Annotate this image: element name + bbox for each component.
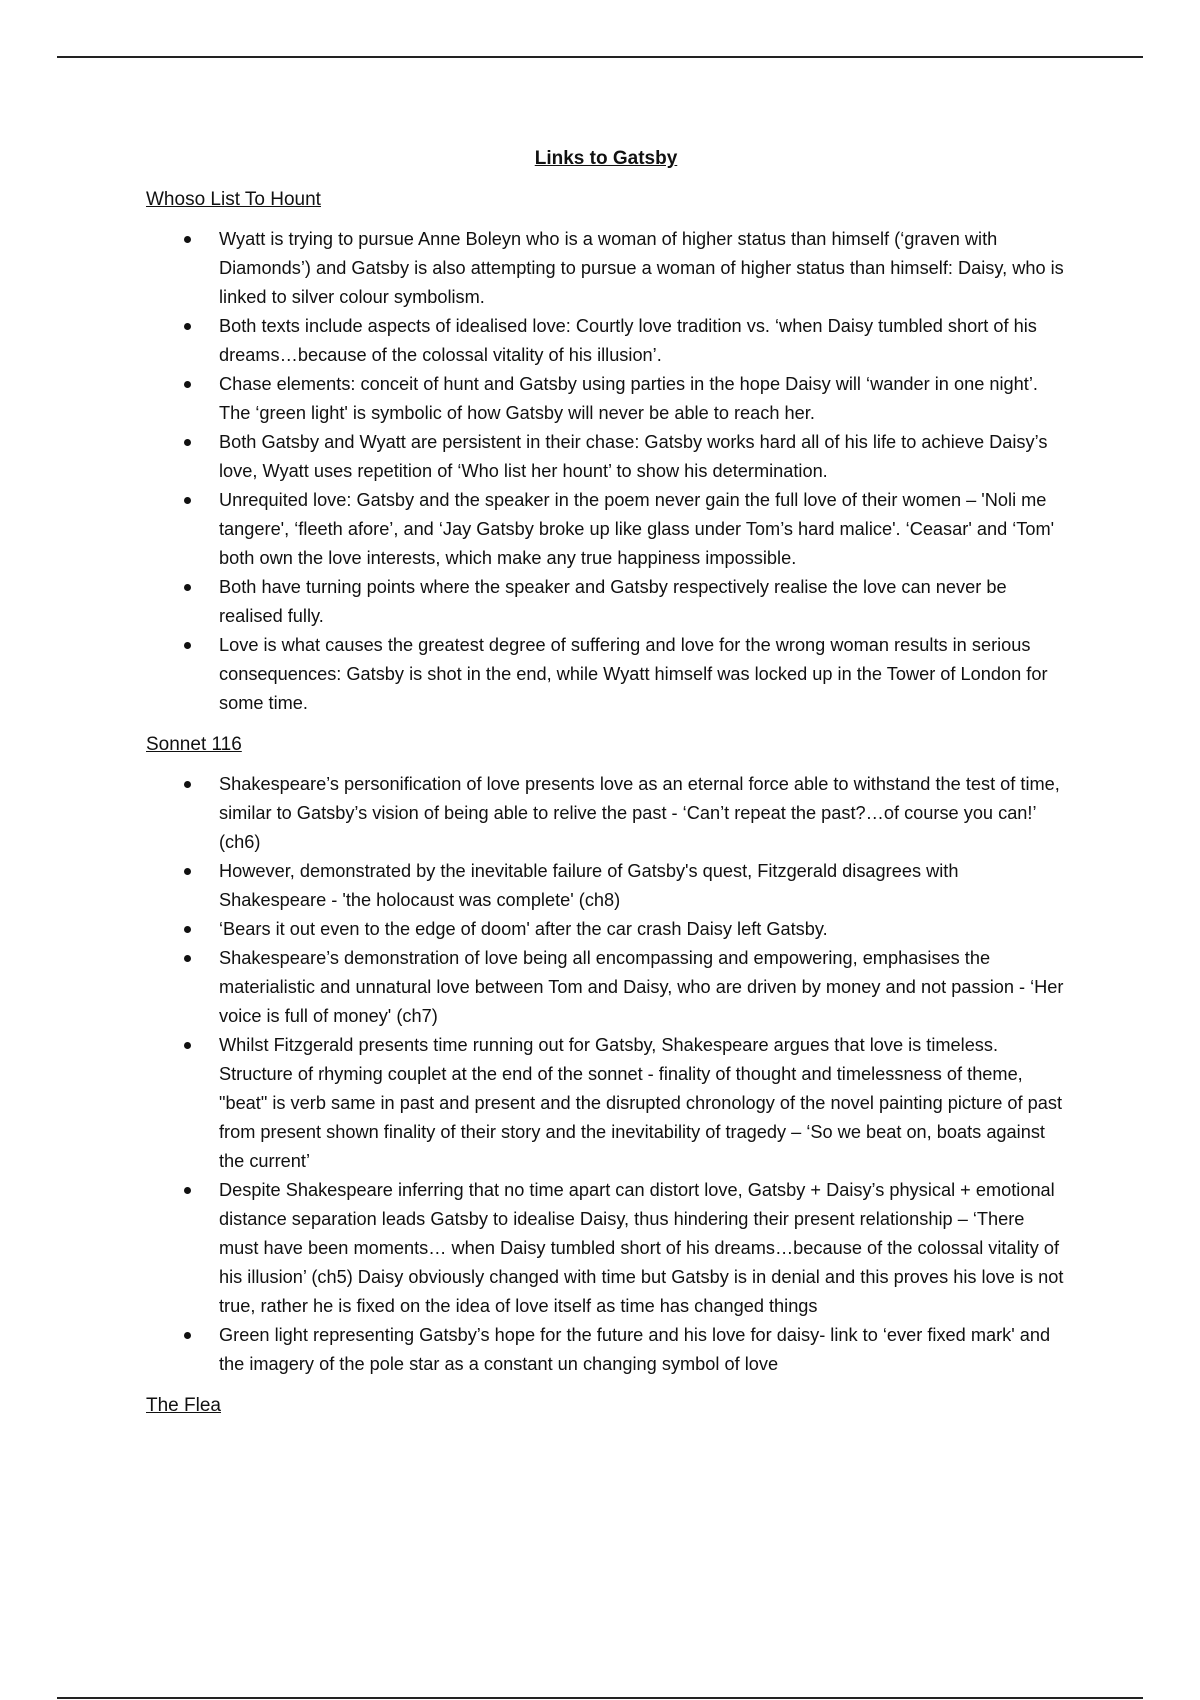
list-item: Whilst Fitzgerald presents time running out for Gatsby, Shakespeare argues that love is timeless. Structure of rhyming couplet at the end of the sonnet - finality of thought and timelessness of theme, "beat" is verb same in past and present and the disrupted chronology of the novel painting picture of past from present shown finality of their story and the inevitability of tragedy – ‘So we beat on, boats against the current’	[146, 1031, 1066, 1176]
section-heading: Whoso List To Hount	[146, 189, 321, 210]
section-the-flea	[146, 1393, 1066, 1419]
list-item: Unrequited love: Gatsby and the speaker in the poem never gain the full love of their women – 'Noli me tangere', ‘fleeth afore’, and ‘Jay Gatsby broke up like glass under Tom’s hard malice'. ‘Ceasar' and ‘Tom' both own the love interests, which make any true happiness impossible.	[146, 486, 1066, 573]
list-item: Wyatt is trying to pursue Anne Boleyn who is a woman of higher status than himself (‘graven with Diamonds’) and Gatsby is also attempting to pursue a woman of higher status than himself: Daisy, who is linked to silver colour symbolism.	[146, 225, 1066, 312]
page-title: Links to Gatsby	[534, 148, 678, 169]
section-sonnet-116	[146, 732, 1066, 1379]
list-item: Both have turning points where the speaker and Gatsby respectively realise the love can never be realised fully.	[146, 573, 1066, 631]
top-rule	[57, 56, 1143, 58]
section-whoso-list-to-hount	[146, 187, 1066, 718]
list-item: Green light representing Gatsby’s hope for the future and his love for daisy- link to ‘ever fixed mark' and the imagery of the pole star as a constant un changing symbol of love	[146, 1321, 1066, 1379]
bottom-rule	[57, 1697, 1143, 1699]
list-item: Shakespeare’s demonstration of love being all encompassing and empowering, emphasises the materialistic and unnatural love between Tom and Daisy, who are driven by money and not passion - ‘Her voice is full of money' (ch7)	[146, 944, 1066, 1031]
section-heading: Sonnet 116	[146, 734, 242, 755]
section-heading: The Flea	[146, 1395, 221, 1416]
list-item: However, demonstrated by the inevitable failure of Gatsby's quest, Fitzgerald disagrees with Shakespeare - 'the holocaust was complete' (ch8)	[146, 857, 1066, 915]
bullet-list	[146, 225, 1066, 718]
list-item: Despite Shakespeare inferring that no time apart can distort love, Gatsby + Daisy’s physical + emotional distance separation leads Gatsby to idealise Daisy, thus hindering their present relationship – ‘There must have been moments… when Daisy tumbled short of his dreams…because of the colossal vitality of his illusion’ (ch5) Daisy obviously changed with time but Gatsby is in denial and this proves his love is not true, rather he is fixed on the idea of love itself as time has changed things	[146, 1176, 1066, 1321]
list-item: Both Gatsby and Wyatt are persistent in their chase: Gatsby works hard all of his life to achieve Daisy’s love, Wyatt uses repetition of ‘Who list her hount’ to show his determination.	[146, 428, 1066, 486]
document-body	[146, 145, 1066, 1431]
list-item: Love is what causes the greatest degree of suffering and love for the wrong woman results in serious consequences: Gatsby is shot in the end, while Wyatt himself was locked up in the Tower of London for some time.	[146, 631, 1066, 718]
bullet-list	[146, 770, 1066, 1379]
list-item: Chase elements: conceit of hunt and Gatsby using parties in the hope Daisy will ‘wander in one night’. The ‘green light' is symbolic of how Gatsby will never be able to reach her.	[146, 370, 1066, 428]
list-item: Both texts include aspects of idealised love: Courtly love tradition vs. ‘when Daisy tumbled short of his dreams…because of the colossal vitality of his illusion’.	[146, 312, 1066, 370]
list-item: Shakespeare’s personification of love presents love as an eternal force able to withstand the test of time, similar to Gatsby’s vision of being able to relive the past - ‘Can’t repeat the past?…of course you can!’ (ch6)	[146, 770, 1066, 857]
list-item: ‘Bears it out even to the edge of doom' after the car crash Daisy left Gatsby.	[146, 915, 1066, 944]
